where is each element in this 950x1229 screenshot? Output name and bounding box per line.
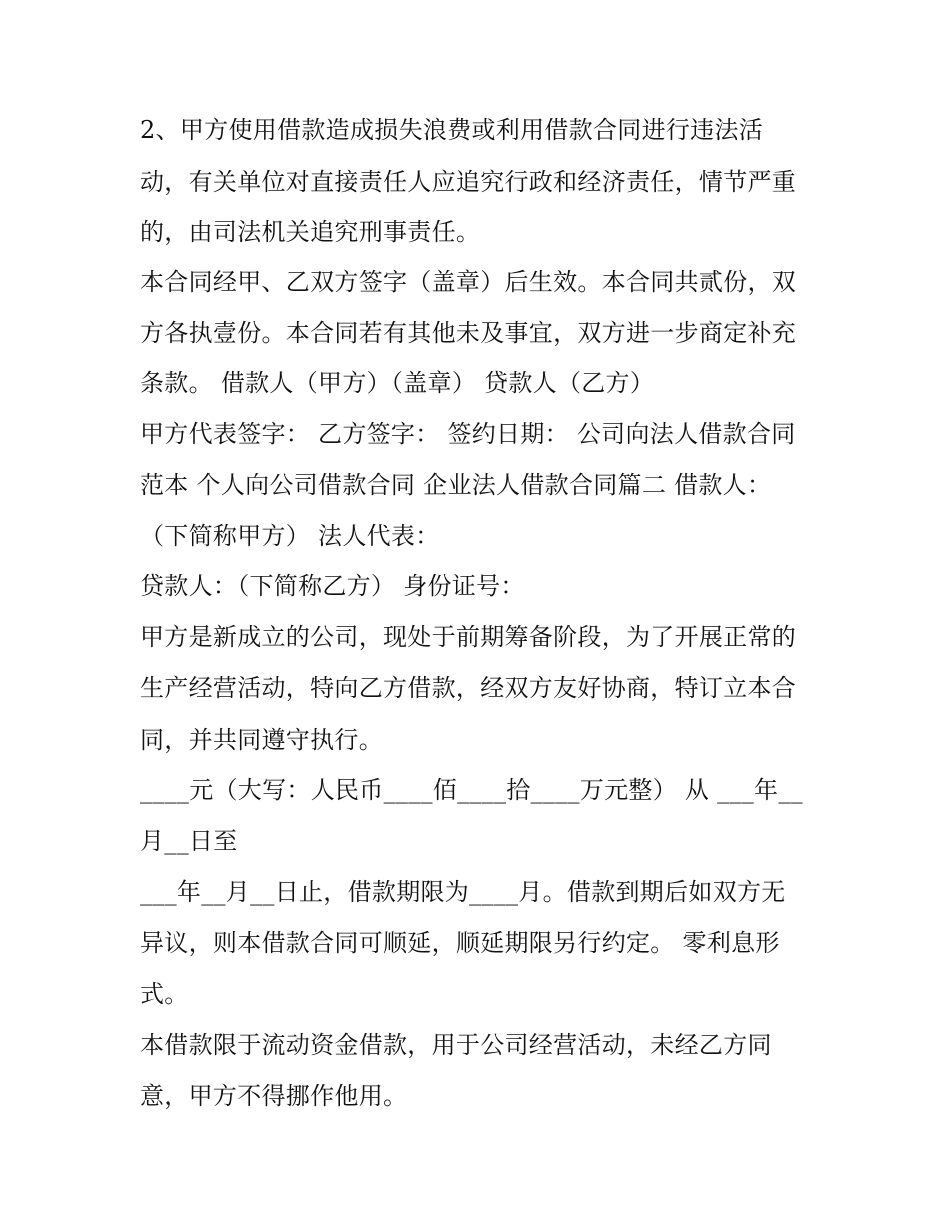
text-line: 贷款人：（下简称乙方） 身份证号： [140,572,525,600]
text-line: 月__日至 [140,827,238,855]
text-line: 的，由司法机关追究刑事责任。 [140,218,481,246]
text-line: （下简称甲方） 法人代表： [140,522,440,550]
text-line: 范本 个人向公司借款合同 企业法人借款合同篇二 借款人： [140,471,772,499]
text-line: 甲方代表签字： 乙方签字： 签约日期： 公司向法人借款合同 [140,420,796,448]
text-line: 式。 [140,980,189,1008]
text-line: 本合同经甲、乙双方签字（盖章）后生效。本合同共贰份，双 [140,268,797,296]
text-line: 本借款限于流动资金借款，用于公司经营活动，未经乙方同 [140,1031,772,1059]
text-line: 条款。 借款人（甲方）（盖章） 贷款人（乙方） [140,369,655,397]
text-line: 2、甲方使用借款造成损失浪费或利用借款合同进行违法活 [140,116,764,144]
text-line: 异议，则本借款合同可顺延，顺延期限另行约定。 零利息形 [140,929,780,957]
text-line: 方各执壹份。本合同若有其他未及事宜，双方进一步商定补充 [140,319,797,347]
text-line: 意，甲方不得挪作他用。 [140,1082,408,1110]
text-line: ____元（大写：人民币____佰____拾____万元整） 从 ___年__ [140,776,803,804]
text-line: 生产经营活动，特向乙方借款，经双方友好协商，特订立本合 [140,674,797,702]
text-line: 甲方是新成立的公司，现处于前期筹备阶段，为了开展正常的 [140,623,797,651]
text-line: 同，并共同遵守执行。 [140,726,383,754]
text-line: ___年__月__日止，借款期限为____月。借款到期后如双方无 [140,878,786,906]
text-line: 动，有关单位对直接责任人应追究行政和经济责任，情节严重 [140,168,797,196]
